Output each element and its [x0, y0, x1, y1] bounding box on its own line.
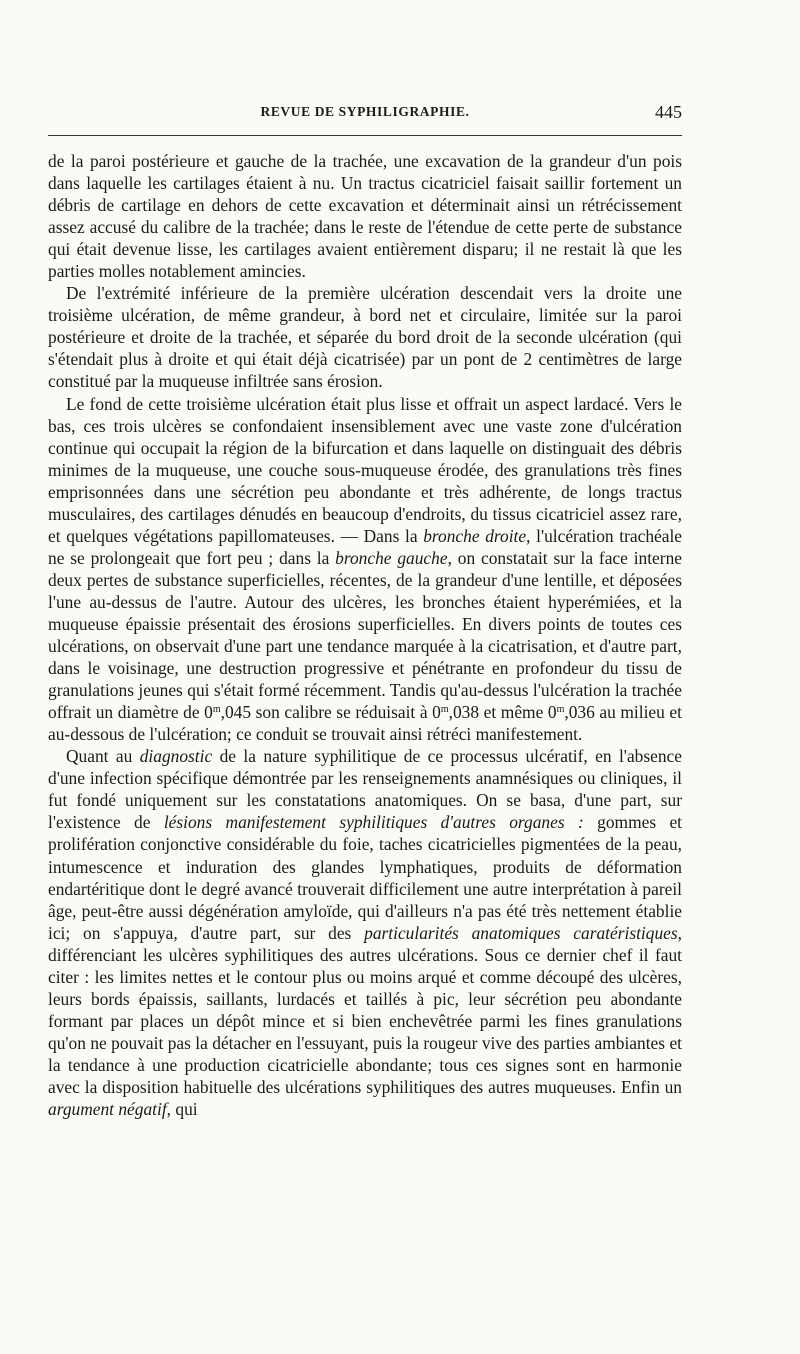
italic-term: argument négatif — [48, 1099, 167, 1120]
running-head — [48, 104, 682, 126]
running-title: REVUE DE SYPHILIGRAPHIE. — [260, 104, 470, 119]
body-text — [48, 150, 682, 1120]
text-run: , l'ulcération trachéale ne se prolongeait que fort peu ; dans la — [48, 525, 682, 568]
text-run: Quant au — [66, 746, 140, 767]
paragraph-3 — [48, 393, 682, 746]
text-run: gommes et prolifération conjonctive considérable du foie, taches cicatricielles pigmentées de la peau, intumescence et induration des glandes lymphatiques, produits de déformation endartéritique dont le degré avancé trouverait difficilement une autre interprétation à pareil âge, peut-être aussi dégénération amyloïde, qui d'ailleurs n'a pas été très nettement établie ici; on s'appuya, d'autre part, sur des — [48, 812, 682, 943]
paragraph-2: De l'extrémité inférieure de la première ulcération descendait vers la droite une troisième ulcération, de même grandeur, à bord net et circulaire, limitée sur la paroi postérieure et droite de la trachée, et séparée du bord droit de la seconde ulcération (qui s'étendait plus à droite et qui était déjà cicatrisée) par un pont de 2 centimètres de large constitué par la muqueuse infiltrée sans érosion. — [48, 283, 682, 392]
text-run: au milieu et au-dessous de l'ulcération; ce conduit se trouvait ainsi rétréci manifestement. — [48, 702, 682, 745]
italic-term: particularités anatomiques caratéristiques — [364, 922, 678, 943]
header-rule — [48, 135, 682, 136]
italic-term: bronche gauche — [335, 547, 448, 568]
italic-term: lésions manifestement syphilitiques d'autres organes : — [163, 812, 584, 833]
text-run: Le fond de cette troisième ulcération était plus lisse et offrait un aspect lardacé. Vers le bas, ces trois ulcères se confondaient insensiblement avec une vaste zone d'ulcération continue qui occupait la région de la bifurcation et dans laquelle on distinguait des débris minimes de la muqueuse, une couche sous-muqueuse érodée, des granulations très fines emprisonnées dans une sécrétion peu abondante et très adhérente, de longs tractus musculaires, des cartilages dénudés en beaucoup d'endroits, du tissus cicatriciel assez rare, et quelques végétations papillomateuses. — Dans la — [48, 393, 682, 546]
italic-term: bronche droite — [423, 525, 527, 546]
paragraph-1: de la paroi postérieure et gauche de la trachée, une excavation de la grandeur d'un pois dans laquelle les cartilages étaient à nu. Un tractus cicatriciel faisait saillir fortement un débris de cartilage en dehors de cette excavation et déterminait ainsi un rétrécissement assez accusé du calibre de la trachée; dans le reste de l'étendue de cette perte de substance qui était devenue lisse, les cartilages avaient entièrement disparu; il ne restait là que les parties molles notablement amincies. — [48, 151, 682, 282]
text-run: et même — [479, 702, 548, 723]
text-run: , on constatait sur la face interne deux pertes de substance superficielles, récentes, de la grandeur d'une lentille, et déposées l'une au-dessus de l'autre. Autour des ulcères, les bronches étaient hyperémiées, et la muqueuse épaissie présentait des érosions superficielles. En divers points de toutes ces ulcérations, on observait d'une part une tendance marquée à la cicatrisation, et d'autre part, dans le voisinage, une destruction progressive et pénétrante en profondeur du tissu de granulations jeunes qui s'était formé récemment. Tandis qu'au-dessus l'ulcération la trachée offrait un diamètre de — [48, 547, 682, 723]
text-run: , différenciant les ulcères syphilitiques des autres ulcérations. Sous ce dernier chef il faut citer : les limites nettes et le contour plus ou moins arqué et comme découpé des ulcères, leurs bords épaissis, saillants, lurdacés et taillés à pic, leur sécrétion peu abondante formant par places un dépôt mince et si bien enchevêtrée parmi les fines granulations qu'on ne pouvait pas la détacher en l'essuyant, puis la rougeur vive des parties ambiantes et la tendance à une production cicatricielle abondante; tous ces signes sont en harmonie avec la disposition habituelle des ulcérations syphilitiques des autres muqueuses. Enfin un — [48, 922, 682, 1097]
italic-term: diagnostic — [139, 746, 213, 767]
text-run: son calibre se réduisait à — [251, 702, 433, 723]
paragraph-4 — [48, 745, 682, 1120]
measurement: 0$^m$,045 — [204, 702, 252, 723]
measurement: 0$^m$,038 — [432, 702, 480, 723]
page-number: 445 — [655, 102, 682, 122]
text-run: , qui — [166, 1099, 198, 1120]
measurement: 0$^m$,036 — [547, 702, 595, 723]
text-run: de la nature syphilitique de ce processus ulcératif, en l'absence d'une infection spécifique démontrée par les renseignements anamnésiques ou cliniques, il fut fondé uniquement sur les constatations anatomiques. On se basa, d'une part, sur l'existence de — [48, 746, 682, 833]
